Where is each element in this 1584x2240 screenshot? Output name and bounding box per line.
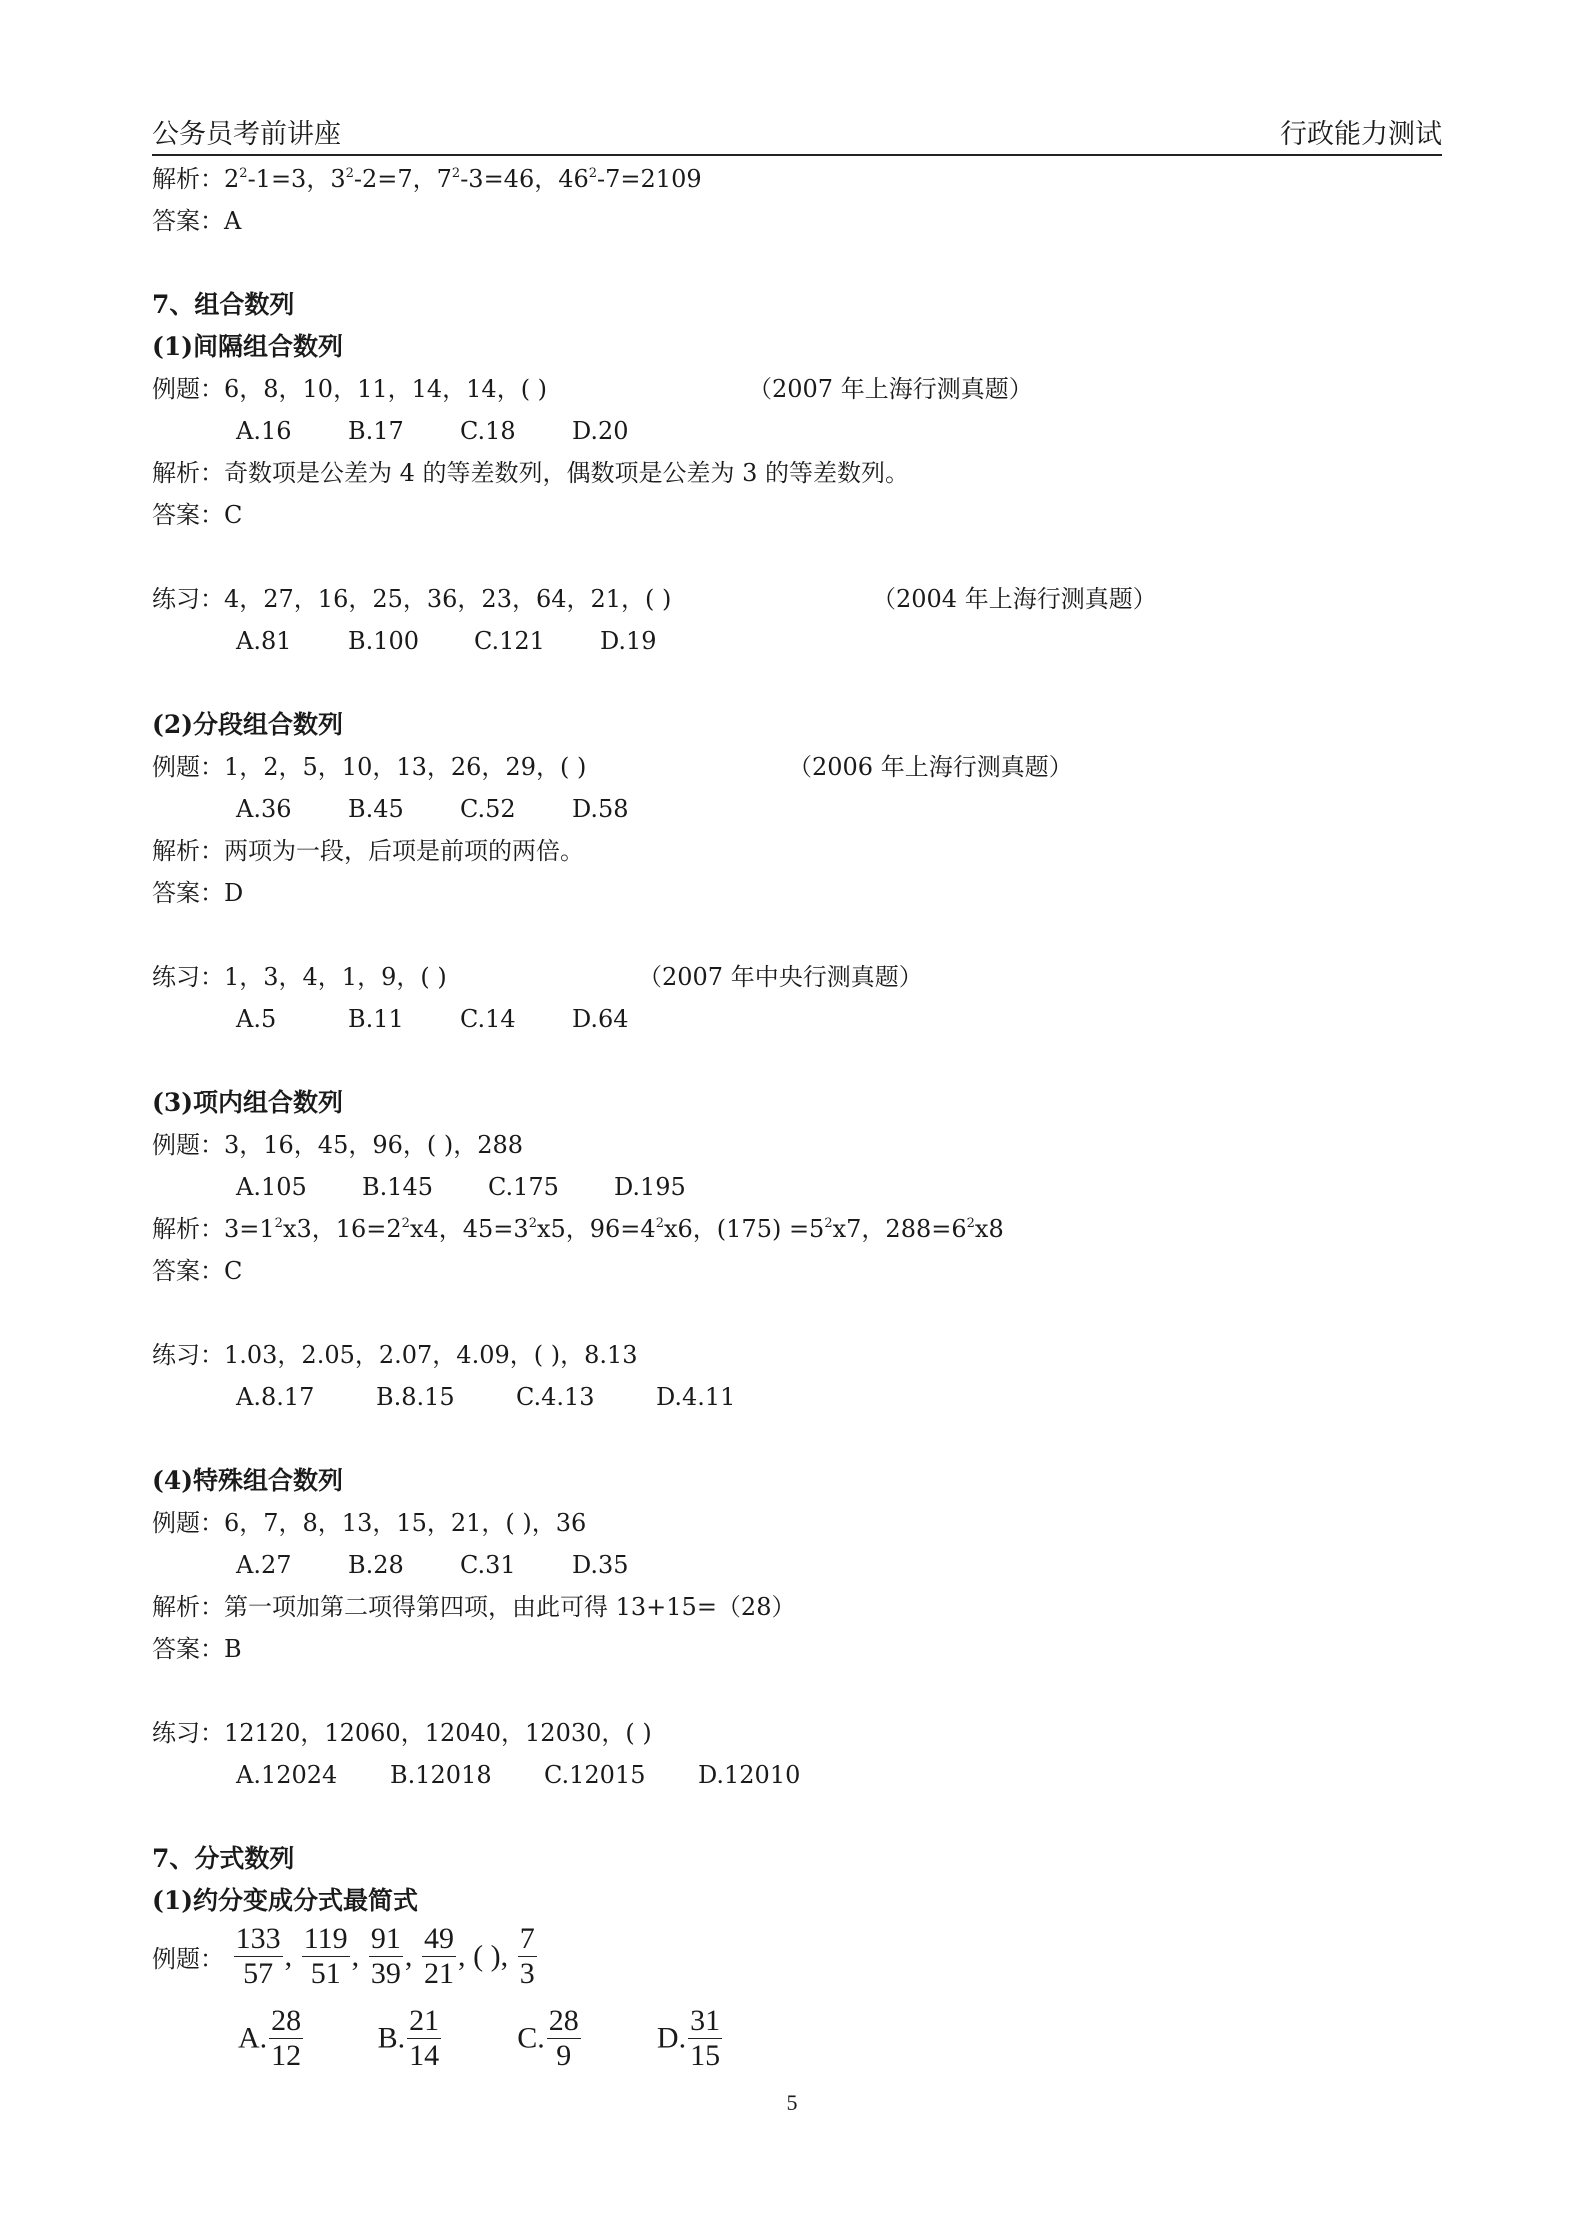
option: A.81 — [236, 627, 292, 655]
option: D.12010 — [698, 1761, 801, 1789]
option: A.12024 — [236, 1761, 338, 1789]
header-right-title: 行政能力测试 — [1280, 119, 1442, 150]
analysis-line: 解析：$3=1^2x3$，$16=2^2x4$，$45=3^2x5$，$96=4^2x6$，$(175) =5^2x7$，$288=6^2x8$ — [152, 1215, 1004, 1243]
practice-line: 练习：4，27，16，25，36，23，64，21，( ) （2004 年上海行测真题） — [152, 578, 1442, 620]
option: B.11 — [348, 1005, 404, 1033]
options-line — [152, 788, 1442, 830]
example-line: 例题：6，8，10，11，14，14，( ) （2007 年上海行测真题） — [152, 368, 1442, 410]
option: D.35 — [572, 1551, 629, 1579]
option: A.105 — [236, 1173, 307, 1201]
option: A.36 — [236, 795, 292, 823]
option: C.31 — [460, 1551, 516, 1579]
subsection-title: (2)分段组合数列 — [152, 710, 344, 739]
header-left-title: 公务员考前讲座 — [152, 119, 341, 150]
options-line — [152, 410, 1442, 452]
option: C.18 — [460, 417, 516, 445]
analysis-line: 解析：$2^2-1=3$，$3^2-2=7$，$7^2-3=46$，$46^2-7=2109$ — [152, 165, 702, 193]
option: A.16 — [236, 417, 292, 445]
fraction: $\frac{91}{39}$ — [370, 1922, 401, 1990]
fraction: $\frac{49}{21}$ — [423, 1922, 454, 1990]
option: D.64 — [572, 1005, 629, 1033]
section-title: 7、组合数列 — [152, 290, 295, 319]
option: A.27 — [236, 1551, 292, 1579]
option: C.175 — [488, 1173, 559, 1201]
option: B.17 — [348, 417, 404, 445]
page-header — [152, 108, 1442, 156]
subsection-title: (3)项内组合数列 — [152, 1088, 344, 1117]
option: C. $\frac{28}{9}$ — [517, 2004, 579, 2072]
option: D. $\frac{31}{15}$ — [656, 2004, 721, 2072]
options-line — [152, 998, 1442, 1040]
example-line: 例题：1，2，5，10，13，26，29，( ) （2006 年上海行测真题） — [152, 746, 1442, 788]
options-line — [152, 620, 1442, 662]
answer-line: 答案：B — [152, 1635, 242, 1663]
answer-line: 答案：C — [152, 1257, 243, 1285]
fraction: $\frac{119}{51}$ — [303, 1922, 348, 1990]
example-line: 例题：6，7，8，13，15，21，( )，36 — [152, 1509, 587, 1537]
source-note: （2007 年上海行测真题） — [748, 375, 1033, 403]
options-line — [152, 1544, 1442, 1586]
answer-line: 答案：D — [152, 879, 244, 907]
practice-line: 练习：1，3，4，1，9，( ) （2007 年中央行测真题） — [152, 956, 1442, 998]
subsection-title: (1)间隔组合数列 — [152, 332, 344, 361]
page-number: 5 — [786, 2090, 798, 2115]
answer-line: 答案：A — [152, 207, 242, 235]
option: D.19 — [600, 627, 657, 655]
options-line — [152, 1376, 1442, 1418]
option: D.20 — [572, 417, 629, 445]
options-line — [152, 1754, 1442, 1796]
options-line — [152, 1166, 1442, 1208]
option: D.4.11 — [656, 1383, 736, 1411]
option: C.121 — [474, 627, 545, 655]
analysis-line: 解析：奇数项是公差为 4 的等差数列，偶数项是公差为 3 的等差数列。 — [152, 459, 910, 487]
subsection-title: (1)约分变成分式最简式 — [152, 1886, 419, 1915]
analysis-line: 解析：两项为一段，后项是前项的两倍。 — [152, 837, 584, 865]
answer-line: 答案：C — [152, 501, 243, 529]
fraction: $\frac{7}{3}$ — [519, 1922, 535, 1990]
option: A.5 — [236, 1005, 277, 1033]
source-note: （2004 年上海行测真题） — [872, 585, 1157, 613]
option: B.45 — [348, 795, 404, 823]
practice-line: 练习：1.03，2.05，2.07，4.09，( )，8.13 — [152, 1341, 638, 1369]
fraction-options-line — [152, 2004, 1442, 2086]
option: B.28 — [348, 1551, 404, 1579]
option: C.4.13 — [516, 1383, 595, 1411]
analysis-line: 解析：第一项加第二项得第四项，由此可得 13+15=（28） — [152, 1593, 796, 1621]
subsection-title: (4)特殊组合数列 — [152, 1466, 344, 1495]
option: D.195 — [614, 1173, 686, 1201]
option: B.145 — [362, 1173, 434, 1201]
source-note: （2006 年上海行测真题） — [788, 753, 1073, 781]
option: C.14 — [460, 1005, 516, 1033]
option: C.52 — [460, 795, 516, 823]
option: A.8.17 — [236, 1383, 315, 1411]
option: B.100 — [348, 627, 420, 655]
fraction-example-line: 例题： $\frac{133}{57}$ , $\frac{119}{51}$ , $\frac{91}{39}$ , $\frac{49}{21}$ , ( ), $\frac{7}{3}$ — [152, 1922, 535, 1990]
blank-term: ( ) — [473, 1939, 501, 1973]
option: B. $\frac{21}{14}$ — [377, 2004, 440, 2072]
section-title: 7、分式数列 — [152, 1844, 295, 1873]
option: B.12018 — [390, 1761, 492, 1789]
option: C.12015 — [544, 1761, 646, 1789]
source-note: （2007 年中央行测真题） — [638, 963, 923, 991]
option: D.58 — [572, 795, 629, 823]
page-content — [152, 158, 1442, 2086]
option: A. $\frac{28}{12}$ — [238, 2004, 302, 2072]
option: B.8.15 — [376, 1383, 455, 1411]
practice-line: 练习：12120，12060，12040，12030，( ) — [152, 1719, 652, 1747]
fraction: $\frac{133}{57}$ — [235, 1922, 281, 1990]
example-line: 例题：3，16，45，96，( )，288 — [152, 1131, 524, 1159]
